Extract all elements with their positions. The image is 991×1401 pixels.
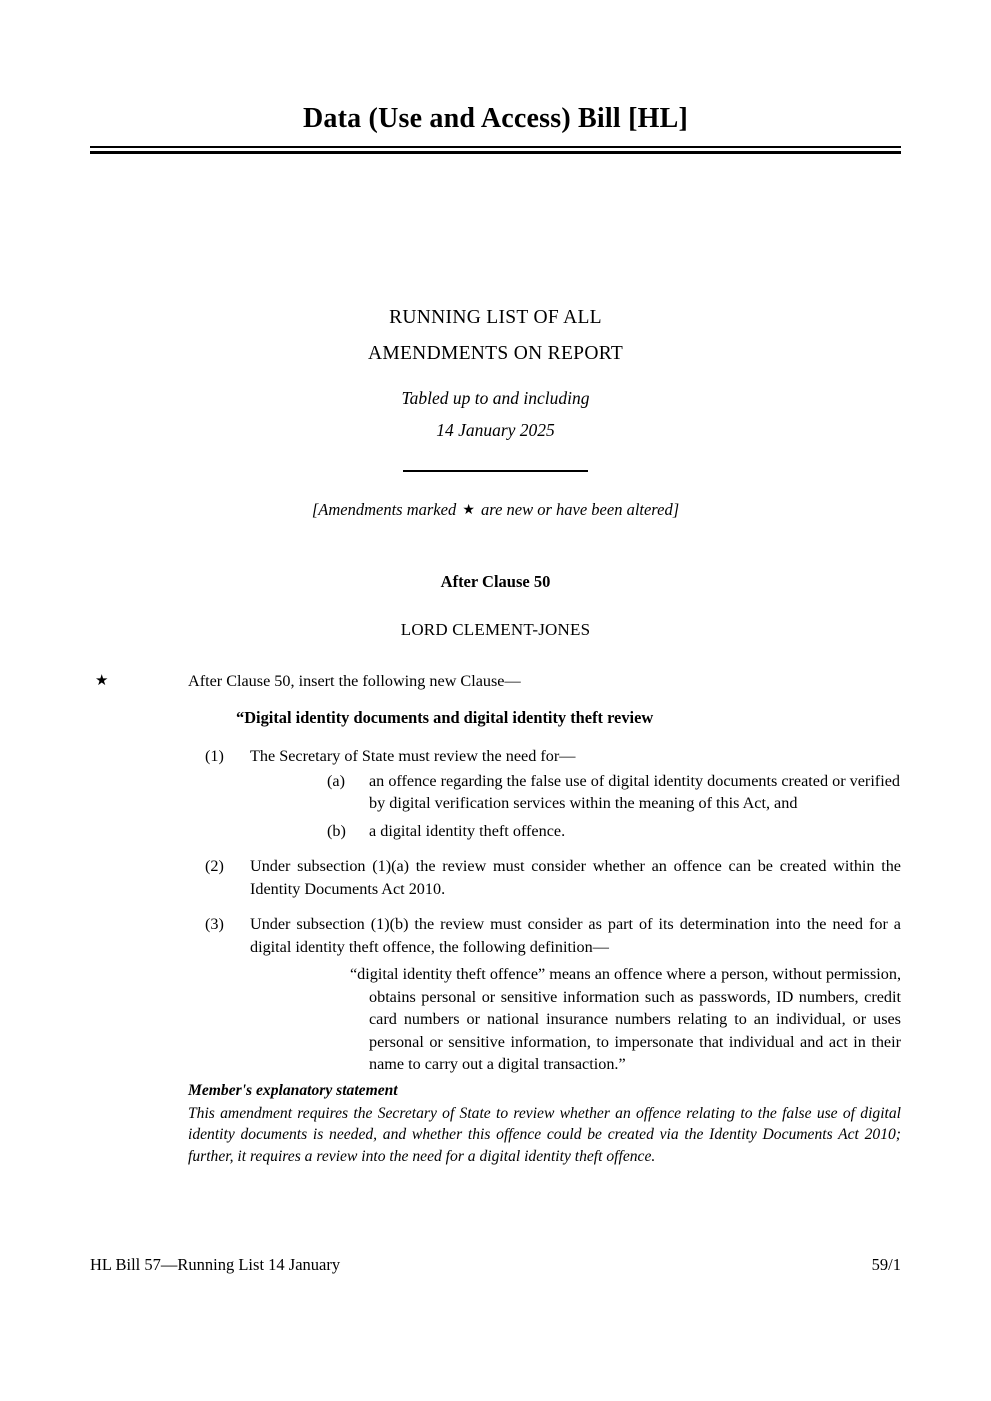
insert-instruction: After Clause 50, insert the following new Clause—	[188, 672, 521, 690]
tabled-label: Tabled up to and including	[401, 388, 590, 408]
page-title: Data (Use and Access) Bill [HL]	[303, 103, 688, 134]
paragraph	[250, 820, 901, 843]
amendment-sponsor: LORD CLEMENT-JONES	[400, 620, 591, 639]
subsection-number: (1)	[205, 747, 224, 765]
explanatory-statement-title: Member's explanatory statement	[188, 1082, 398, 1099]
title-rule-thick	[90, 151, 901, 154]
header-line-2: AMENDMENTS ON REPORT	[367, 343, 624, 364]
subsection	[188, 913, 901, 1076]
running-list-header	[90, 300, 901, 472]
header-separator-rule	[403, 470, 588, 472]
paragraph-number: (a)	[327, 771, 345, 790]
paragraph-list	[250, 770, 901, 843]
amendments-marked-note	[90, 500, 901, 520]
paragraph-number: (b)	[327, 821, 346, 840]
new-amendment-star-icon: ★	[95, 673, 109, 689]
title-double-rule	[90, 146, 901, 154]
amendment-body	[188, 670, 901, 1089]
subsection	[188, 855, 901, 900]
subsection-number: (2)	[205, 857, 224, 875]
explanatory-statement	[188, 1080, 901, 1167]
page-footer	[90, 1255, 901, 1275]
subsection-text: Under subsection (1)(b) the review must consider as part of its determination into the need for a digital identity theft offence, the following definition—	[250, 915, 901, 956]
marked-note-open: [Amendments marked	[311, 500, 457, 519]
title-rule-thin	[90, 146, 901, 148]
subsection	[188, 745, 901, 842]
footer-page-number: 59/1	[871, 1255, 901, 1274]
explanatory-statement-body: This amendment requires the Secretary of State to review whether an offence relating to the false use of digital identity documents is needed, and whether this offence could be created via the Identity Documents Act 2010; further, it requires a review into the need for a digital identity theft offence.	[188, 1104, 901, 1165]
subsection-text: Under subsection (1)(a) the review must consider whether an offence can be created within the Identity Documents Act 2010.	[250, 857, 901, 898]
star-icon: ★	[462, 503, 475, 518]
footer-bill-reference: HL Bill 57—Running List 14 January	[90, 1255, 341, 1274]
paragraph-text: a digital identity theft offence.	[369, 821, 566, 840]
paragraph	[250, 770, 901, 815]
subsection-number: (3)	[205, 915, 224, 933]
subsection-text: The Secretary of State must review the need for—	[250, 747, 576, 765]
clause-heading: After Clause 50	[440, 572, 551, 591]
definition-text: “digital identity theft offence” means an offence where a person, without permission, obtains personal or sensitive information such as passwords, ID numbers, credit card numbers or national insurance numbers relating to an individual, or uses personal or sensitive information, to impersonate that individual and act in their name to carry out a digital transaction.”	[350, 965, 901, 1073]
header-line-1: RUNNING LIST OF ALL	[389, 307, 602, 328]
tabled-date: 14 January 2025	[436, 420, 555, 440]
paragraph-text: an offence regarding the false use of digital identity documents created or verified by digital verification services within the meaning of this Act, and	[369, 771, 900, 812]
new-clause-title: “Digital identity documents and digital identity theft review	[236, 707, 654, 727]
marked-note-close: are new or have been altered]	[481, 500, 680, 519]
